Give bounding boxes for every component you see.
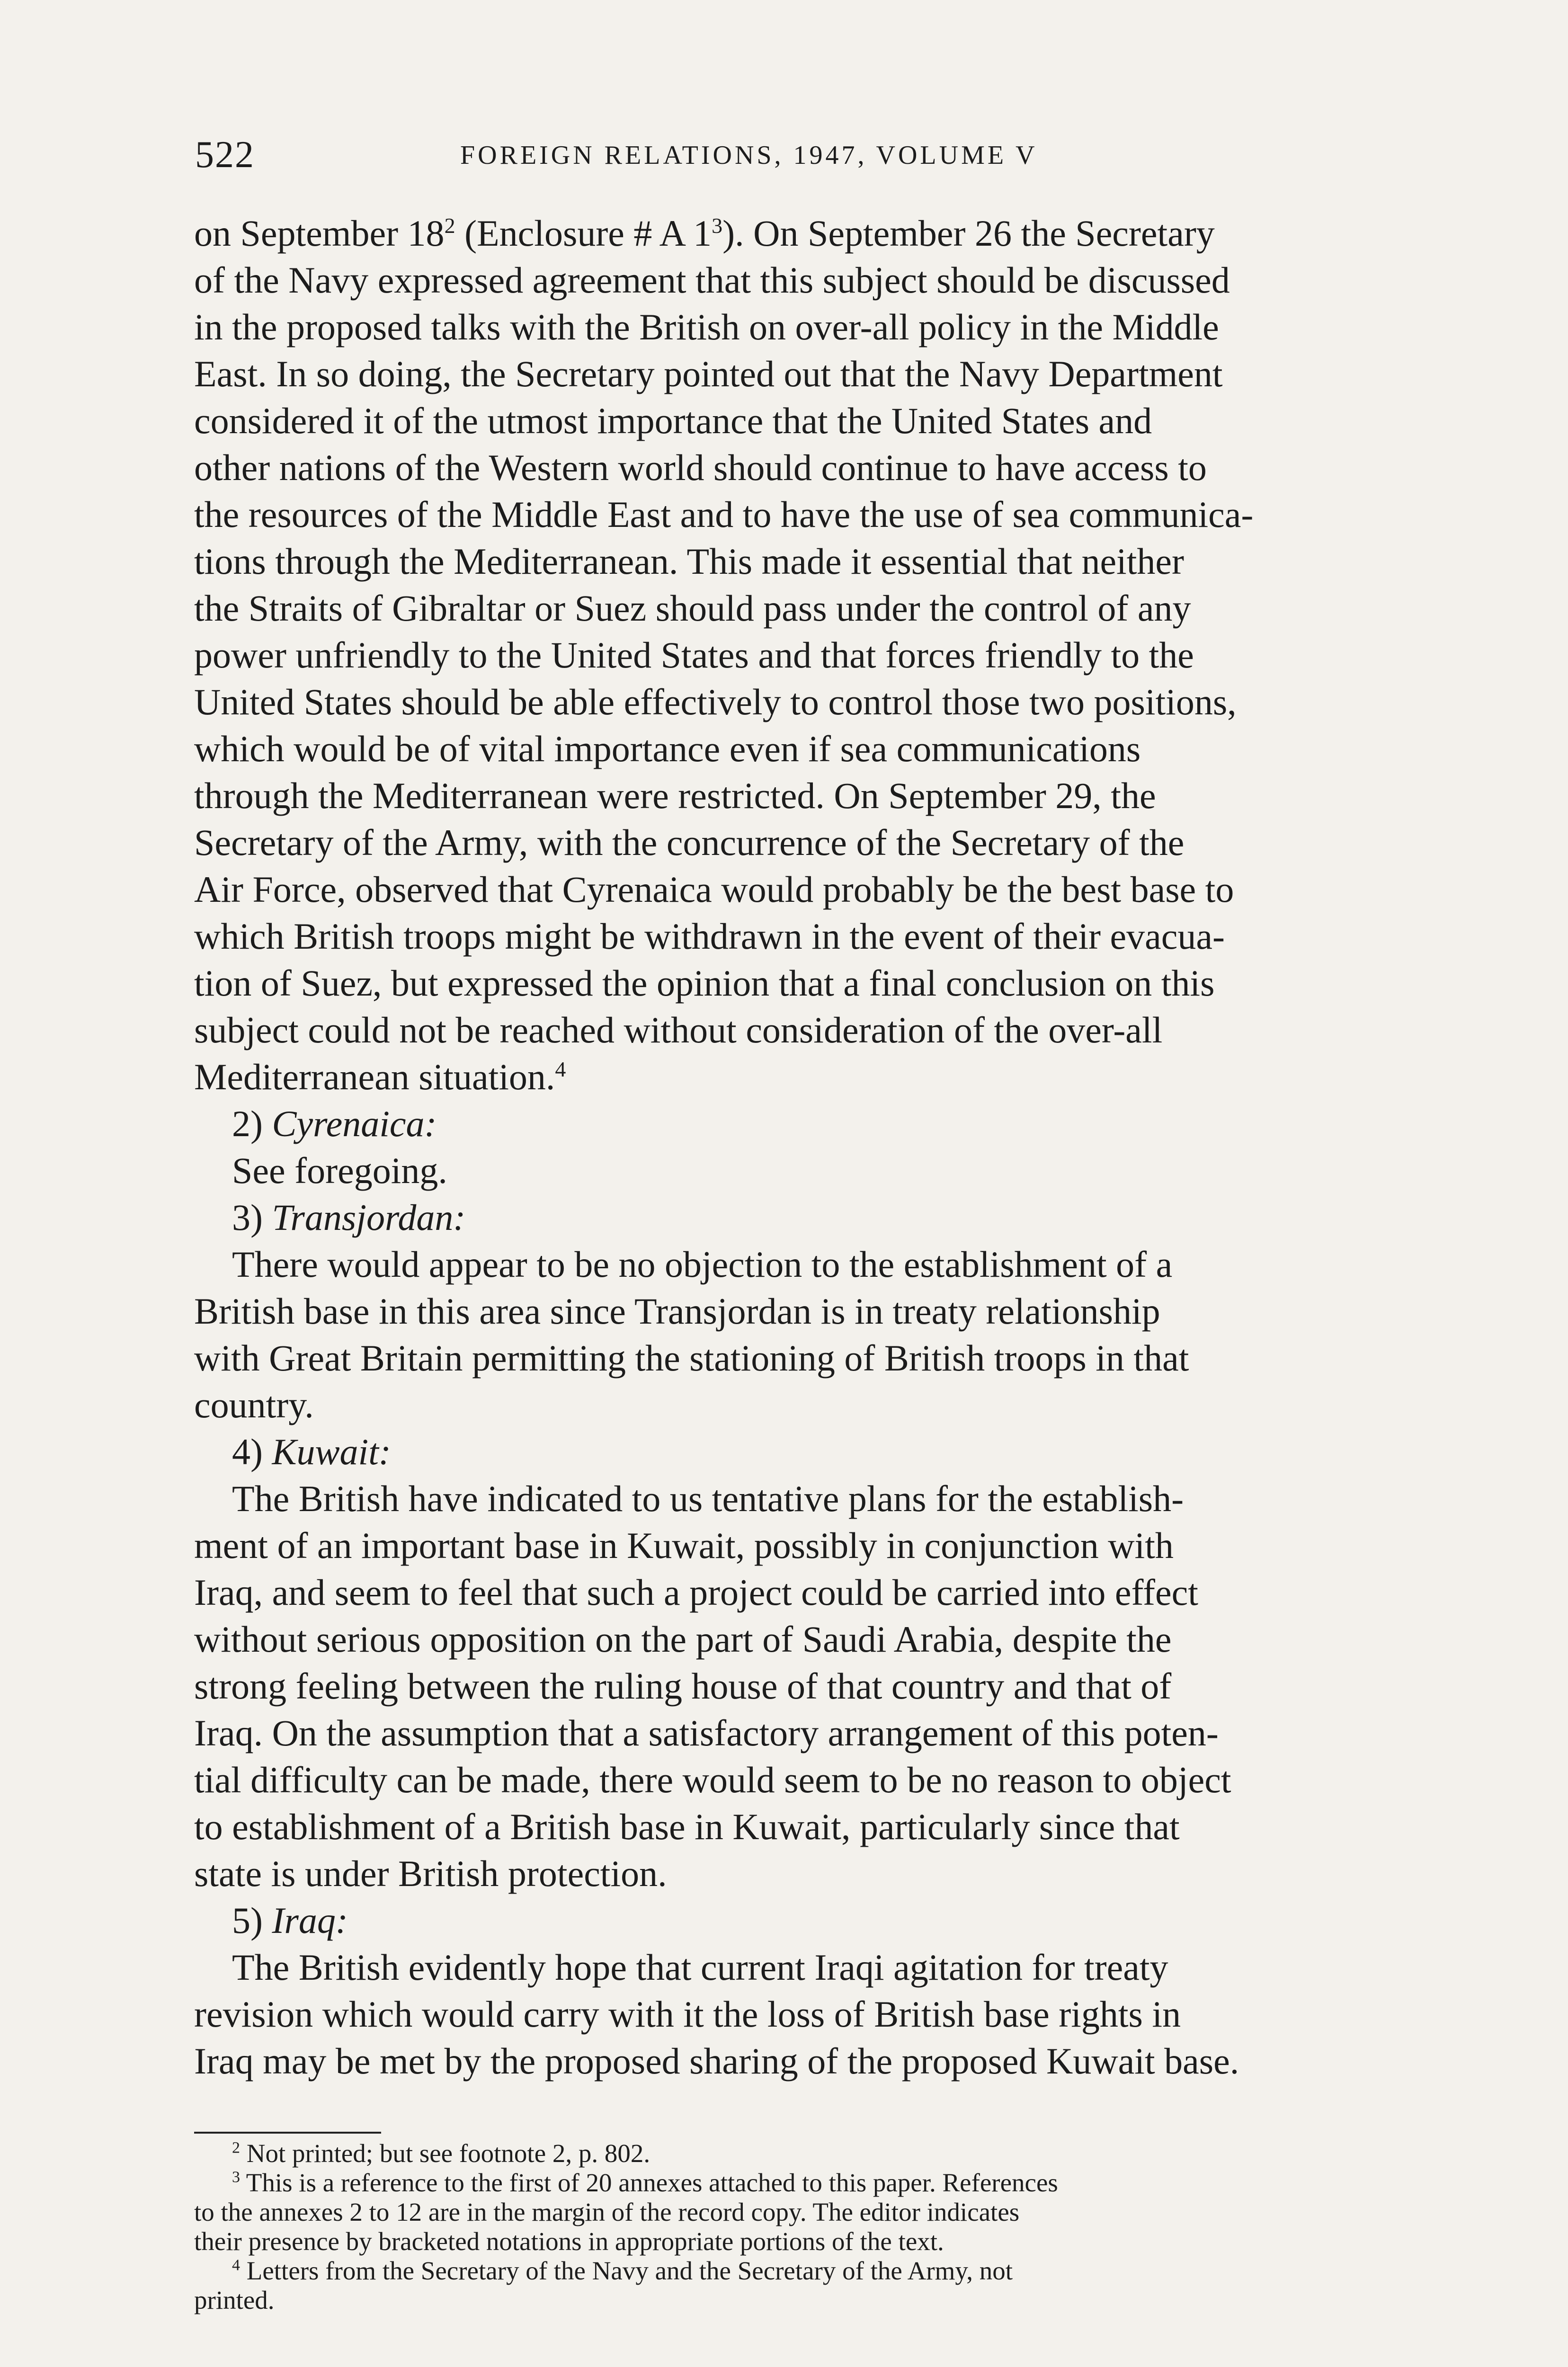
text-line: with Great Britain permitting the stationing of British troops in that: [194, 1337, 1189, 1379]
text-line: strong feeling between the ruling house of that country and that of: [194, 1665, 1172, 1707]
text-line: which would be of vital importance even if sea communications: [194, 728, 1141, 769]
text-line: tions through the Mediterranean. This made it essential that neither: [194, 541, 1184, 582]
running-head: FOREIGN RELATIONS, 1947, VOLUME V: [460, 141, 1038, 170]
text-line: Secretary of the Army, with the concurrence of the Secretary of the: [194, 822, 1185, 863]
section-heading-transjordan: 3) Transjordan:: [232, 1197, 466, 1238]
text-line: ment of an important base in Kuwait, possibly in conjunction with: [194, 1525, 1174, 1566]
text-line: Air Force, observed that Cyrenaica would probably be the best base to: [194, 869, 1234, 910]
text-line: country.: [194, 1384, 314, 1425]
footnote-4: $^4$ Letters from the Secretary of the Navy and the Secretary of the Army, not: [232, 2256, 1013, 2285]
text-line: in the proposed talks with the British on over-all policy in the Middle: [194, 306, 1219, 347]
footnote-4-cont: printed.: [194, 2286, 275, 2314]
text-line: to establishment of a British base in Kuwait, particularly since that: [194, 1806, 1180, 1847]
footnote-3-cont: their presence by bracketed notations in appropriate portions of the text.: [194, 2227, 944, 2256]
text-line: United States should be able effectively to control those two positions,: [194, 681, 1237, 722]
text-line: British base in this area since Transjordan is in treaty relationship: [194, 1290, 1160, 1332]
text-line: subject could not be reached without consideration of the over-all: [194, 1009, 1163, 1050]
text-line: state is under British protection.: [194, 1853, 667, 1894]
footnote-2: $^2$ Not printed; but see footnote 2, p. 802.: [232, 2139, 650, 2168]
text-line: tial difficulty can be made, there would seem to be no reason to object: [194, 1759, 1231, 1800]
text-line: of the Navy expressed agreement that this subject should be discussed: [194, 259, 1230, 301]
section-heading-kuwait: 4) Kuwait:: [232, 1431, 391, 1472]
section-heading-iraq: 5) Iraq:: [232, 1900, 348, 1941]
footnote-3-cont: to the annexes 2 to 12 are in the margin of the record copy. The editor indicates: [194, 2198, 1020, 2226]
text-line: The British have indicated to us tentative plans for the establish-: [232, 1478, 1184, 1519]
text-line: Iraq may be met by the proposed sharing of the proposed Kuwait base.: [194, 2040, 1239, 2082]
text-line: considered it of the utmost importance that the United States and: [194, 400, 1152, 441]
footnote-divider: [194, 2132, 381, 2134]
text-line: See foregoing.: [232, 1150, 447, 1191]
text-line: The British evidently hope that current Iraqi agitation for treaty: [232, 1947, 1168, 1988]
footnote-ref: 4: [555, 1057, 566, 1081]
text-line: Iraq. On the assumption that a satisfactory arrangement of this poten-: [194, 1712, 1219, 1753]
footnote-ref: 2: [444, 214, 455, 238]
text-line: the Straits of Gibraltar or Suez should pass under the control of any: [194, 587, 1191, 629]
page-number: 522: [195, 134, 255, 176]
text-line: through the Mediterranean were restricted. On September 29, the: [194, 775, 1156, 816]
text-line: the resources of the Middle East and to have the use of sea communica-: [194, 494, 1254, 535]
section-heading-cyrenaica: 2) Cyrenaica:: [232, 1103, 437, 1144]
text-line: revision which would carry with it the loss of British base rights in: [194, 1993, 1181, 2035]
page-header: [195, 129, 1187, 181]
text-line: which British troops might be withdrawn in the event of their evacua-: [194, 916, 1225, 957]
text-line: without serious opposition on the part of Saudi Arabia, despite the: [194, 1619, 1172, 1660]
footnote-ref: 3: [712, 214, 723, 238]
text-line: There would appear to be no objection to the establishment of a: [232, 1244, 1173, 1285]
text-line: Iraq, and seem to feel that such a project could be carried into effect: [194, 1572, 1198, 1613]
text-line: Mediterranean situation.$^4$: [194, 1056, 566, 1097]
text-line: power unfriendly to the United States and that forces friendly to the: [194, 634, 1194, 676]
text-line: other nations of the Western world should continue to have access to: [194, 447, 1207, 488]
text-line: East. In so doing, the Secretary pointed out that the Navy Department: [194, 353, 1223, 394]
text-line: tion of Suez, but expressed the opinion that a final conclusion on this: [194, 962, 1215, 1004]
footnote-3: $^3$ This is a reference to the first of 20 annexes attached to this paper. References: [232, 2168, 1058, 2197]
text-line: on September $18^2$ (Enclosure # A $1^3$). On September 26 the Secretary: [194, 213, 1215, 254]
